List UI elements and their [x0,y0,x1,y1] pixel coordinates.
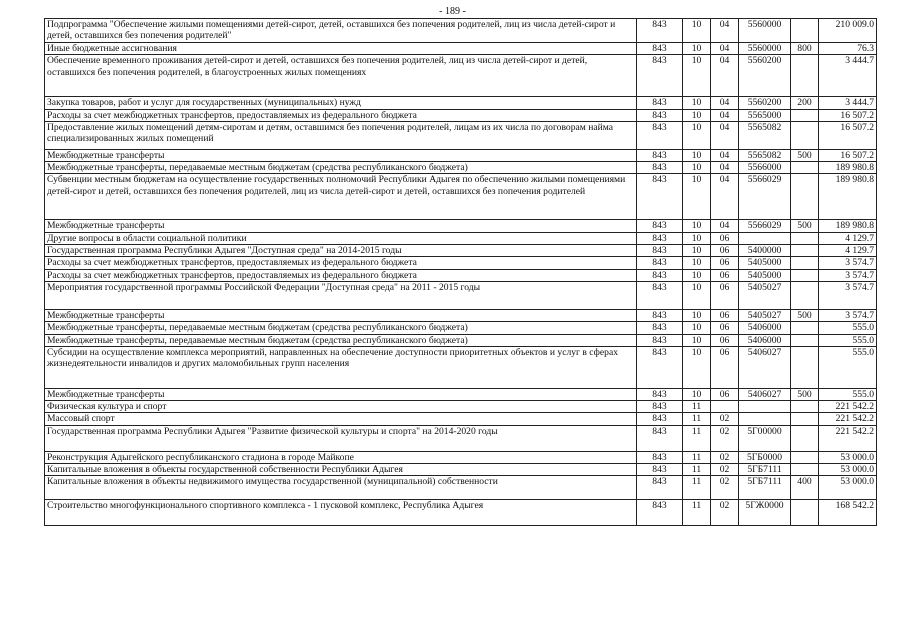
row-sum-cell: 4 129.7 [819,232,877,244]
row-sum-cell: 555.0 [819,346,877,388]
row-target-article-cell: 5565000 [739,109,791,121]
table-row [45,281,877,309]
row-sum-cell: 3 444.7 [819,97,877,109]
row-section-cell: 11 [683,476,711,500]
row-sum-cell: 16 507.2 [819,149,877,161]
row-name-cell: Обеспечение временного проживания детей-сирот и детей, оставшихся без попечения родителей, лиц из числа детей-сирот и детей, оставшихся без попечения родителей, в благоустроенных жилых помещениях [45,55,637,97]
row-expense-type-cell [791,245,819,257]
row-sum-cell: 168 542.2 [819,500,877,526]
row-sum-cell: 3 574.7 [819,281,877,309]
row-sum-cell: 555.0 [819,322,877,334]
row-expense-type-cell [791,174,819,220]
row-name-cell: Субвенции местным бюджетам на осуществление государственных полномочий Республики Адыгея по обеспечению жилыми помещениями детей-сирот и детей, оставшихся без попечения родителей, лиц из числа детей-сирот и детей, оставшихся без попечения родителей [45,174,637,220]
row-target-article-cell: 5565082 [739,149,791,161]
row-name-cell: Физическая культура и спорт [45,401,637,413]
row-section-cell: 11 [683,425,711,451]
row-name-cell: Межбюджетные трансферты, передаваемые местным бюджетам (средства республиканского бюджета) [45,322,637,334]
row-ved-cell: 843 [637,451,683,463]
row-target-article-cell: 5566029 [739,220,791,232]
row-name-cell: Иные бюджетные ассигнования [45,43,637,55]
row-ved-cell: 843 [637,269,683,281]
row-sum-cell: 16 507.2 [819,109,877,121]
row-ved-cell: 843 [637,500,683,526]
row-target-article-cell [739,413,791,425]
row-target-article-cell: 5565082 [739,121,791,149]
table-row [45,109,877,121]
row-subsection-cell: 06 [711,232,739,244]
table-row [45,257,877,269]
row-section-cell: 10 [683,220,711,232]
row-name-cell: Подпрограмма "Обеспечение жилыми помещениями детей-сирот, детей, оставшихся без попечения родителей, лиц из числа детей-сирот и детей, оставшихся без попечения родителей" [45,19,637,43]
row-expense-type-cell [791,346,819,388]
row-target-article-cell: 5566029 [739,174,791,220]
table-row [45,245,877,257]
row-subsection-cell: 04 [711,55,739,97]
row-section-cell: 10 [683,55,711,97]
row-section-cell: 10 [683,346,711,388]
row-ved-cell: 843 [637,257,683,269]
table-row [45,149,877,161]
row-name-cell: Государственная программа Республики Адыгея "Доступная среда" на 2014-2015 годы [45,245,637,257]
row-expense-type-cell [791,451,819,463]
row-name-cell: Расходы за счет межбюджетных трансфертов, предоставляемых из федерального бюджета [45,257,637,269]
row-sum-cell: 76.3 [819,43,877,55]
row-expense-type-cell: 500 [791,309,819,321]
row-section-cell: 10 [683,97,711,109]
row-subsection-cell: 04 [711,109,739,121]
table-row [45,500,877,526]
row-target-article-cell: 5406027 [739,346,791,388]
row-ved-cell: 843 [637,464,683,476]
table-row [45,309,877,321]
row-expense-type-cell [791,55,819,97]
row-expense-type-cell [791,322,819,334]
row-name-cell: Субсидии на осуществление комплекса мероприятий, направленных на обеспечение доступности приоритетных объектов и услуг в сферах жизнедеятельности инвалидов и других маломобильных групп населения [45,346,637,388]
row-ved-cell: 843 [637,109,683,121]
row-section-cell: 11 [683,500,711,526]
row-sum-cell: 189 980.8 [819,174,877,220]
table-row [45,425,877,451]
row-ved-cell: 843 [637,43,683,55]
row-expense-type-cell [791,401,819,413]
row-ved-cell: 843 [637,476,683,500]
row-target-article-cell: 5560200 [739,97,791,109]
row-sum-cell: 221 542.2 [819,425,877,451]
row-sum-cell: 3 444.7 [819,55,877,97]
row-subsection-cell: 04 [711,174,739,220]
row-subsection-cell: 06 [711,334,739,346]
row-expense-type-cell [791,232,819,244]
row-section-cell: 11 [683,413,711,425]
row-sum-cell: 53 000.0 [819,464,877,476]
row-ved-cell: 843 [637,220,683,232]
row-target-article-cell [739,232,791,244]
row-target-article-cell: 5566000 [739,162,791,174]
row-sum-cell: 221 542.2 [819,413,877,425]
row-target-article-cell: 5406000 [739,322,791,334]
row-expense-type-cell: 500 [791,388,819,400]
row-ved-cell: 843 [637,334,683,346]
row-section-cell: 10 [683,232,711,244]
row-name-cell: Межбюджетные трансферты, передаваемые местным бюджетам (средства республиканского бюджета) [45,334,637,346]
row-expense-type-cell [791,334,819,346]
row-expense-type-cell: 500 [791,220,819,232]
row-subsection-cell: 02 [711,451,739,463]
row-target-article-cell: 5406027 [739,388,791,400]
row-ved-cell: 843 [637,388,683,400]
row-target-article-cell: 5ГБ7111 [739,464,791,476]
row-ved-cell: 843 [637,281,683,309]
row-sum-cell: 3 574.7 [819,257,877,269]
row-ved-cell: 843 [637,245,683,257]
row-name-cell: Массовый спорт [45,413,637,425]
row-sum-cell: 210 009.0 [819,19,877,43]
row-subsection-cell: 02 [711,413,739,425]
table-row [45,43,877,55]
table-row [45,401,877,413]
table-row [45,476,877,500]
row-target-article-cell: 5560200 [739,55,791,97]
row-expense-type-cell: 200 [791,97,819,109]
row-section-cell: 10 [683,334,711,346]
row-section-cell: 10 [683,309,711,321]
row-ved-cell: 843 [637,55,683,97]
row-section-cell: 10 [683,257,711,269]
row-section-cell: 11 [683,401,711,413]
row-ved-cell: 843 [637,19,683,43]
row-expense-type-cell [791,464,819,476]
row-subsection-cell: 06 [711,281,739,309]
row-target-article-cell: 5ГБ0000 [739,451,791,463]
row-name-cell: Государственная программа Республики Адыгея "Развитие физической культуры и спорта" на 2014-2020 годы [45,425,637,451]
row-name-cell: Реконструкция Адыгейского республиканского стадиона в городе Майкопе [45,451,637,463]
row-sum-cell: 555.0 [819,334,877,346]
row-ved-cell: 843 [637,413,683,425]
row-ved-cell: 843 [637,149,683,161]
row-name-cell: Межбюджетные трансферты [45,220,637,232]
row-subsection-cell: 04 [711,220,739,232]
row-subsection-cell: 02 [711,500,739,526]
table-row [45,464,877,476]
row-target-article-cell: 5405000 [739,257,791,269]
row-expense-type-cell [791,257,819,269]
row-expense-type-cell [791,281,819,309]
row-target-article-cell: 5560000 [739,19,791,43]
page-number: - 189 - [439,6,466,17]
row-section-cell: 10 [683,174,711,220]
row-expense-type-cell [791,269,819,281]
row-target-article-cell: 5406000 [739,334,791,346]
row-name-cell: Межбюджетные трансферты [45,309,637,321]
row-target-article-cell: 5405027 [739,309,791,321]
row-target-article-cell: 5Г00000 [739,425,791,451]
row-subsection-cell: 02 [711,464,739,476]
row-name-cell: Расходы за счет межбюджетных трансфертов, предоставляемых из федерального бюджета [45,269,637,281]
row-subsection-cell: 04 [711,121,739,149]
row-section-cell: 10 [683,19,711,43]
row-expense-type-cell: 500 [791,149,819,161]
row-name-cell: Другие вопросы в области социальной политики [45,232,637,244]
table-row [45,334,877,346]
row-subsection-cell: 04 [711,97,739,109]
row-name-cell: Закупка товаров, работ и услуг для государственных (муниципальных) нужд [45,97,637,109]
row-expense-type-cell [791,121,819,149]
row-expense-type-cell [791,162,819,174]
row-sum-cell: 16 507.2 [819,121,877,149]
table-row [45,322,877,334]
row-name-cell: Межбюджетные трансферты [45,149,637,161]
table-row [45,388,877,400]
row-expense-type-cell [791,500,819,526]
table-row [45,451,877,463]
row-name-cell: Строительство многофункционального спортивного комплекса - 1 пусковой комплекс, Республика Адыгея [45,500,637,526]
row-expense-type-cell [791,109,819,121]
row-subsection-cell: 04 [711,162,739,174]
row-sum-cell: 555.0 [819,388,877,400]
row-target-article-cell: 5560000 [739,43,791,55]
table-row [45,232,877,244]
row-ved-cell: 843 [637,401,683,413]
row-sum-cell: 3 574.7 [819,309,877,321]
table-body [45,19,877,526]
row-ved-cell: 843 [637,162,683,174]
row-subsection-cell: 02 [711,425,739,451]
row-section-cell: 10 [683,121,711,149]
row-name-cell: Капитальные вложения в объекты государственной собственности Республики Адыгея [45,464,637,476]
table-row [45,413,877,425]
row-section-cell: 10 [683,388,711,400]
row-target-article-cell: 5405027 [739,281,791,309]
row-expense-type-cell [791,413,819,425]
row-subsection-cell: 06 [711,346,739,388]
row-ved-cell: 843 [637,322,683,334]
row-sum-cell: 53 000.0 [819,476,877,500]
table-row [45,19,877,43]
row-sum-cell: 221 542.2 [819,401,877,413]
budget-table [44,18,877,526]
row-name-cell: Межбюджетные трансферты, передаваемые местным бюджетам (средства республиканского бюджета) [45,162,637,174]
row-subsection-cell: 06 [711,388,739,400]
row-ved-cell: 843 [637,346,683,388]
row-section-cell: 10 [683,322,711,334]
table-row [45,97,877,109]
row-section-cell: 11 [683,464,711,476]
row-sum-cell: 189 980.8 [819,220,877,232]
row-name-cell: Расходы за счет межбюджетных трансфертов, предоставляемых из федерального бюджета [45,109,637,121]
row-section-cell: 10 [683,245,711,257]
row-name-cell: Предоставление жилых помещений детям-сиротам и детям, оставшимся без попечения родителей, лицам из их числа по договорам найма специализированных жилых помещений [45,121,637,149]
row-subsection-cell: 06 [711,322,739,334]
table-row [45,162,877,174]
table-row [45,346,877,388]
row-expense-type-cell: 800 [791,43,819,55]
row-sum-cell: 189 980.8 [819,162,877,174]
row-ved-cell: 843 [637,174,683,220]
row-target-article-cell: 5ГБ7111 [739,476,791,500]
row-target-article-cell [739,401,791,413]
row-target-article-cell: 5405000 [739,269,791,281]
row-target-article-cell: 5400000 [739,245,791,257]
row-section-cell: 10 [683,109,711,121]
row-subsection-cell: 06 [711,257,739,269]
row-subsection-cell: 06 [711,245,739,257]
table-row [45,174,877,220]
row-section-cell: 10 [683,162,711,174]
row-subsection-cell: 04 [711,43,739,55]
row-subsection-cell: 04 [711,19,739,43]
table-row [45,121,877,149]
row-section-cell: 10 [683,281,711,309]
row-section-cell: 10 [683,269,711,281]
row-expense-type-cell [791,425,819,451]
row-ved-cell: 843 [637,121,683,149]
row-ved-cell: 843 [637,232,683,244]
row-subsection-cell: 06 [711,309,739,321]
row-ved-cell: 843 [637,97,683,109]
table-row [45,55,877,97]
row-sum-cell: 3 574.7 [819,269,877,281]
row-name-cell: Мероприятия государственной программы Российской Федерации "Доступная среда" на 2011 - 2015 годы [45,281,637,309]
row-ved-cell: 843 [637,425,683,451]
row-section-cell: 11 [683,451,711,463]
row-name-cell: Капитальные вложения в объекты недвижимого имущества государственной (муниципальной) собственности [45,476,637,500]
row-section-cell: 10 [683,43,711,55]
row-expense-type-cell [791,19,819,43]
row-subsection-cell: 02 [711,476,739,500]
row-sum-cell: 53 000.0 [819,451,877,463]
row-section-cell: 10 [683,149,711,161]
row-sum-cell: 4 129.7 [819,245,877,257]
table-row [45,269,877,281]
row-subsection-cell [711,401,739,413]
row-subsection-cell: 06 [711,269,739,281]
row-subsection-cell: 04 [711,149,739,161]
row-name-cell: Межбюджетные трансферты [45,388,637,400]
row-ved-cell: 843 [637,309,683,321]
row-target-article-cell: 5ГЖ0000 [739,500,791,526]
row-expense-type-cell: 400 [791,476,819,500]
table-row [45,220,877,232]
